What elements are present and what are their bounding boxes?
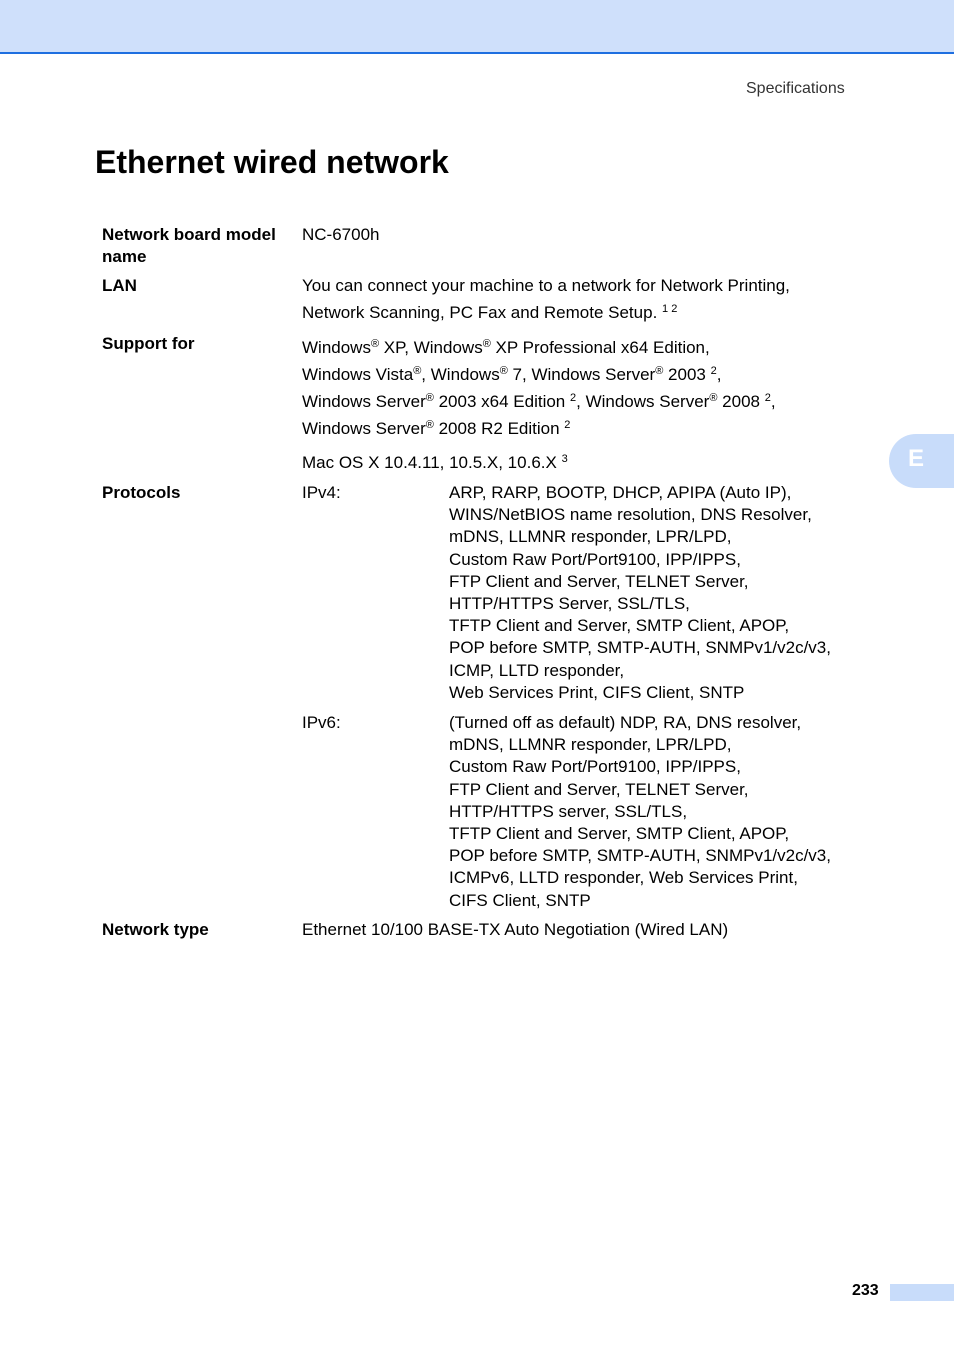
footer-bar [890,1284,954,1301]
list-item: FTP Client and Server, TELNET Server, [449,779,749,799]
ipv4-label: IPv4: [302,483,341,502]
page-number: 233 [852,1282,879,1299]
list-item: ARP, RARP, BOOTP, DHCP, APIPA (Auto IP), [449,483,792,502]
running-head: Specifications [746,80,845,97]
list-item: ICMPv6, LLTD responder, Web Services Print, [449,868,798,888]
network-type-value: Ethernet 10/100 BASE-TX Auto Negotiation (Wired LAN) [302,920,729,939]
ipv6-list [449,712,879,912]
list-item: HTTP/HTTPS server, SSL/TLS, [449,801,688,821]
protocols-label: Protocols [102,483,181,502]
list-item: mDNS, LLMNR responder, LPR/LPD, [449,735,732,755]
support-label: Support for [102,334,195,353]
support-line-2: Windows Vista®, Windows® 7, Windows Server® 2003 $^2$, [302,365,722,384]
support-line-3: Windows Server® 2003 x64 Edition $^2$, Windows Server® 2008 $^2$, [302,392,776,411]
list-item: (Turned off as default) NDP, RA, DNS resolver, [449,713,802,732]
support-line-4: Windows Server® 2008 R2 Edition $^2$ [302,419,571,438]
lan-label: LAN [102,276,137,295]
chapter-letter: E [908,445,925,472]
support-line-1: Windows® XP, Windows® XP Professional x64 Edition, [302,338,710,357]
list-item: POP before SMTP, SMTP-AUTH, SNMPv1/v2c/v3, [449,638,831,658]
list-item: Custom Raw Port/Port9100, IPP/IPPS, [449,549,741,569]
list-item: FTP Client and Server, TELNET Server, [449,571,749,591]
chapter-tab [889,434,954,488]
list-item: Custom Raw Port/Port9100, IPP/IPPS, [449,757,741,777]
list-item: TFTP Client and Server, SMTP Client, APOP, [449,824,790,844]
network-type-label: Network type [102,920,209,939]
board-value: NC-6700h [302,225,380,244]
footnote-ref: 1 2 [662,303,678,315]
page-title: Ethernet wired network [95,144,449,180]
header-band [0,0,954,54]
board-label: Network board model name [102,225,276,266]
ipv4-list [449,482,879,704]
list-item: mDNS, LLMNR responder, LPR/LPD, [449,527,732,547]
list-item: TFTP Client and Server, SMTP Client, APOP, [449,616,790,636]
list-item: CIFS Client, SNTP [449,890,591,910]
lan-line-1: You can connect your machine to a network for Network Printing, [302,276,790,295]
list-item: Web Services Print, CIFS Client, SNTP [449,682,745,702]
lan-value [302,272,872,326]
list-item: ICMP, LLTD responder, [449,660,625,680]
ipv6-label: IPv6: [302,713,341,732]
support-mac: Mac OS X 10.4.11, 10.5.X, 10.6.X $^3$ [302,453,568,472]
list-item: HTTP/HTTPS Server, SSL/TLS, [449,594,690,614]
lan-line-2: Network Scanning, PC Fax and Remote Setup. $^{1 2}$ [302,303,678,322]
list-item: WINS/NetBIOS name resolution, DNS Resolver, [449,505,812,525]
list-item: POP before SMTP, SMTP-AUTH, SNMPv1/v2c/v3, [449,846,831,866]
support-value [302,334,872,476]
